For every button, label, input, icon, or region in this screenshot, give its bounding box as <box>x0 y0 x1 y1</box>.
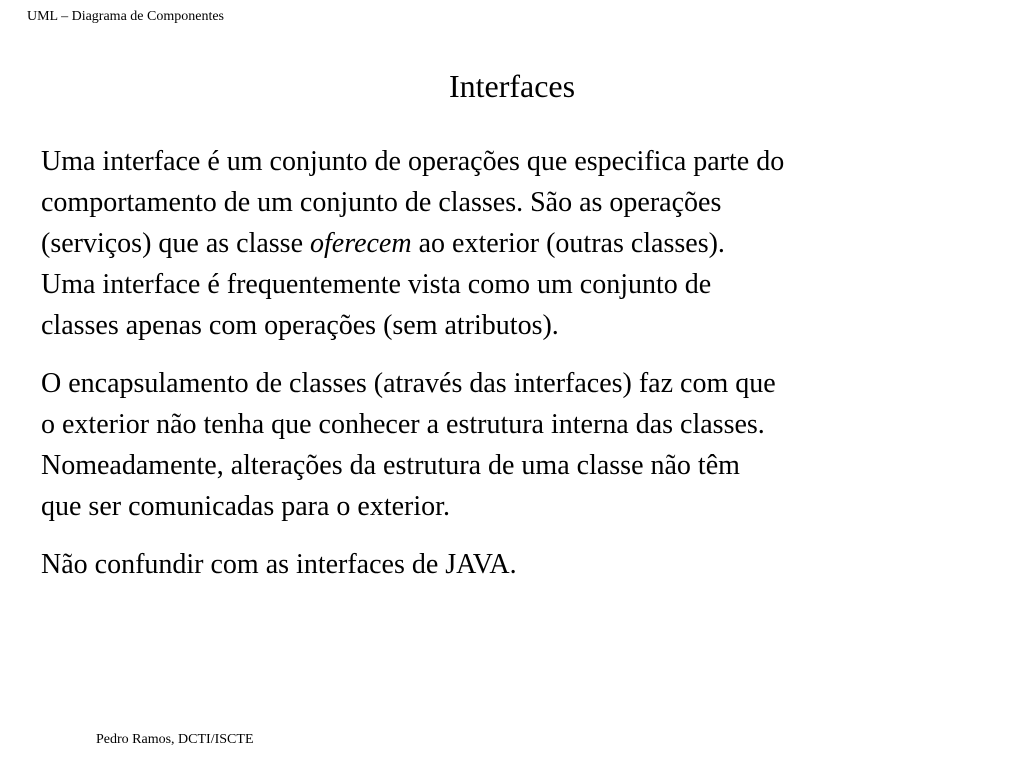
paragraph-interface-definition <box>41 141 991 346</box>
text-segment: (serviços) que as classe <box>41 228 311 259</box>
slide-body <box>41 141 991 602</box>
text-segment: ao exterior (outras classes). <box>411 228 725 259</box>
text-line: Uma interface é frequentemente vista como um conjunto de <box>41 269 712 300</box>
emphasized-word: oferecem <box>310 228 412 259</box>
paragraph-java-note <box>41 544 991 585</box>
text-line: classes apenas com operações (sem atributos). <box>41 310 559 341</box>
slide-header: UML – Diagrama de Componentes <box>27 9 224 24</box>
text-line: o exterior não tenha que conhecer a estrutura interna das classes. <box>41 409 765 440</box>
text-line: que ser comunicadas para o exterior. <box>41 491 450 522</box>
text-line: O encapsulamento de classes (através das interfaces) faz com que <box>41 368 776 399</box>
text-line: comportamento de um conjunto de classes. São as operações <box>41 187 722 218</box>
text-line: Não confundir com as interfaces de JAVA. <box>41 549 517 580</box>
paragraph-encapsulation <box>41 363 991 527</box>
slide-footer: Pedro Ramos, DCTI/ISCTE <box>96 732 254 747</box>
text-line-with-emphasis <box>41 223 991 264</box>
text-line: Uma interface é um conjunto de operações que especifica parte do <box>41 146 785 177</box>
slide-title: Interfaces <box>448 68 576 104</box>
text-line: Nomeadamente, alterações da estrutura de uma classe não têm <box>41 450 740 481</box>
